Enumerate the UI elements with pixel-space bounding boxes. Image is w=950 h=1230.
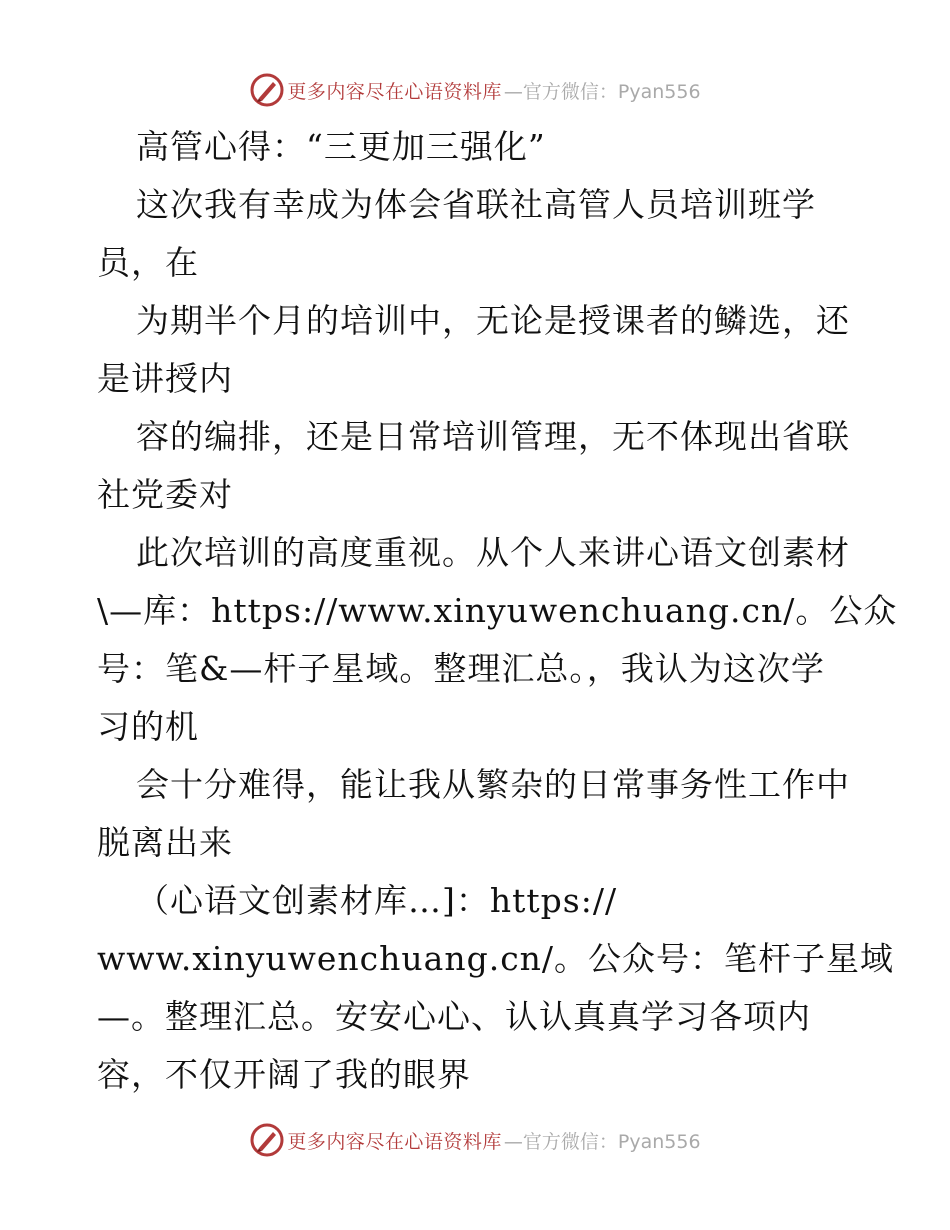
text-line: （心语文创素材库…]：https:// xyxy=(136,881,618,920)
pen-logo-icon xyxy=(249,1122,285,1158)
text-line: 会十分难得，能让我从繁杂的日常事务性工作中 xyxy=(136,765,850,804)
watermark-text: 更多内容尽在心语资料库 xyxy=(287,80,502,103)
text-line: 为期半个月的培训中，无论是授课者的鳞选，还 xyxy=(136,301,850,340)
text-line: 脱离出来 xyxy=(97,823,233,862)
text-line: 员，在 xyxy=(97,243,199,282)
text-line: —。整理汇总。安安心心、认认真真学习各项内 xyxy=(97,997,811,1036)
text-line: 容的编排，还是日常培训管理，无不体现出省联 xyxy=(136,417,850,456)
watermark-wechat: —官方微信：Pyan556 xyxy=(503,80,701,103)
text-line: \—库：https://www.xinyuwenchuang.cn/。公众 xyxy=(97,591,898,630)
footer-watermark xyxy=(0,1120,950,1160)
text-line: www.xinyuwenchuang.cn/。公众号：笔杆子星域 xyxy=(97,939,895,978)
header-watermark xyxy=(0,70,950,110)
watermark-wechat: —官方微信：Pyan556 xyxy=(503,1130,701,1153)
text-line: 习的机 xyxy=(97,707,199,746)
text-line: 是讲授内 xyxy=(97,359,233,398)
text-line: 此次培训的高度重视。从个人来讲心语文创素材 xyxy=(136,533,850,572)
document-title: 高管心得：“三更加三强化” xyxy=(136,127,546,166)
pen-logo-icon xyxy=(249,72,285,108)
watermark-text: 更多内容尽在心语资料库 xyxy=(287,1130,502,1153)
text-line: 号：笔&—杆子星域。整理汇总。，我认为这次学 xyxy=(97,649,825,688)
text-line: 这次我有幸成为体会省联社高管人员培训班学 xyxy=(136,185,816,224)
text-line: 社党委对 xyxy=(97,475,233,514)
text-line: 容，不仅开阔了我的眼界 xyxy=(97,1055,471,1094)
